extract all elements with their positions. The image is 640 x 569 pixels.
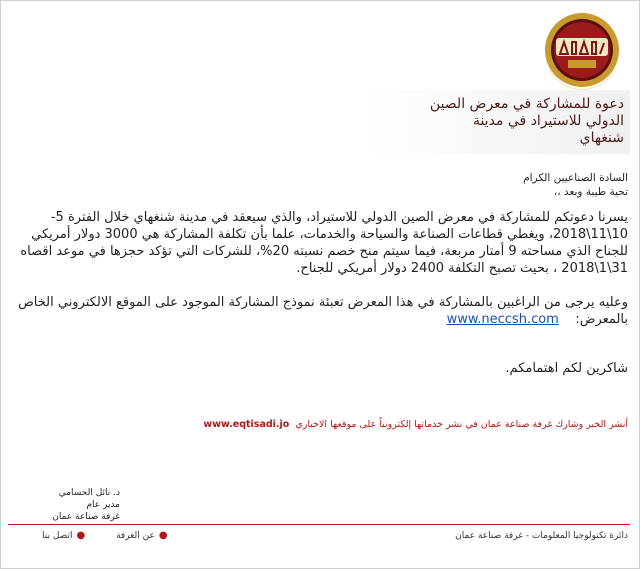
- footer-contact-link[interactable]: [42, 531, 85, 541]
- chamber-of-industry-seal-icon: [534, 10, 630, 90]
- share-note: [18, 419, 628, 431]
- title-line-3: شنغهاي: [579, 130, 624, 146]
- footer-contact-label: اتصل بنا: [42, 531, 73, 541]
- title-line-1: دعوة للمشاركة في معرض الصين: [429, 96, 624, 112]
- footer-links: [14, 530, 168, 542]
- bullet-icon: ●: [76, 530, 86, 541]
- chamber-logo: [534, 10, 630, 90]
- signature-name: د. نائل الحسامي: [58, 488, 120, 498]
- registration-paragraph: [18, 294, 628, 328]
- salutation-line-1: السادة الصناعيين الكرام: [523, 172, 628, 184]
- bullet-icon: ●: [158, 530, 168, 541]
- invitation-title: [366, 90, 630, 154]
- footer-about-label: عن الغرفة: [116, 531, 155, 541]
- signature-block: [20, 487, 120, 523]
- footer-divider: [8, 524, 630, 525]
- footer-about-link[interactable]: [116, 531, 168, 541]
- salutation-line-2: تحية طيبة وبعد ،،: [553, 186, 628, 198]
- invitation-paragraph: يسرنا دعوتكم للمشاركة في معرض الصين الدولي للاستيراد، والذي سيعقد في مدينة شنغهاي خلال الفترة 5-10\11\2018، ويغطي قطاعات الصناعة والسياحة والخدمات، علما بأن تكلفة المشاركة هي 3000 دولار أمريكي للجناح الذي مساحته 9 أمتار مربعة، فيما سيتم منح خصم نسبته 20%، للشركات التي تؤكد حجزها في موعد اقصاه 31\1\2018 ، بحيث تصبح التكلفة 2400 دولار أمريكي للجناح.: [20, 210, 628, 276]
- footer-department: دائرة تكنولوجيا المعلومات - غرفة صناعة عمان: [455, 531, 628, 541]
- share-note-text: أنشر الخبر وشارك غرفة صناعة عمان في نشر خدماتها إلكترونياً على موقعها الاخباري: [295, 419, 628, 430]
- exhibition-website-link[interactable]: www.neccsh.com: [446, 312, 559, 327]
- salutation: [228, 171, 628, 199]
- closing-thanks: شاكرين لكم اهتمامكم.: [505, 361, 628, 376]
- title-line-2: الدولي للاستيراد في مدينة: [472, 113, 624, 129]
- signature-org: غرفة صناعة عمان: [52, 512, 120, 522]
- news-site-link[interactable]: www.eqtisadi.jo: [203, 419, 290, 430]
- signature-role: مدير عام: [86, 500, 120, 510]
- registration-text: وعليه يرجى من الراغبين بالمشاركة في هذا المعرض تعبئة نموذج المشاركة الموجود على الموقع الالكتروني الخاص بالمعرض:: [18, 295, 628, 327]
